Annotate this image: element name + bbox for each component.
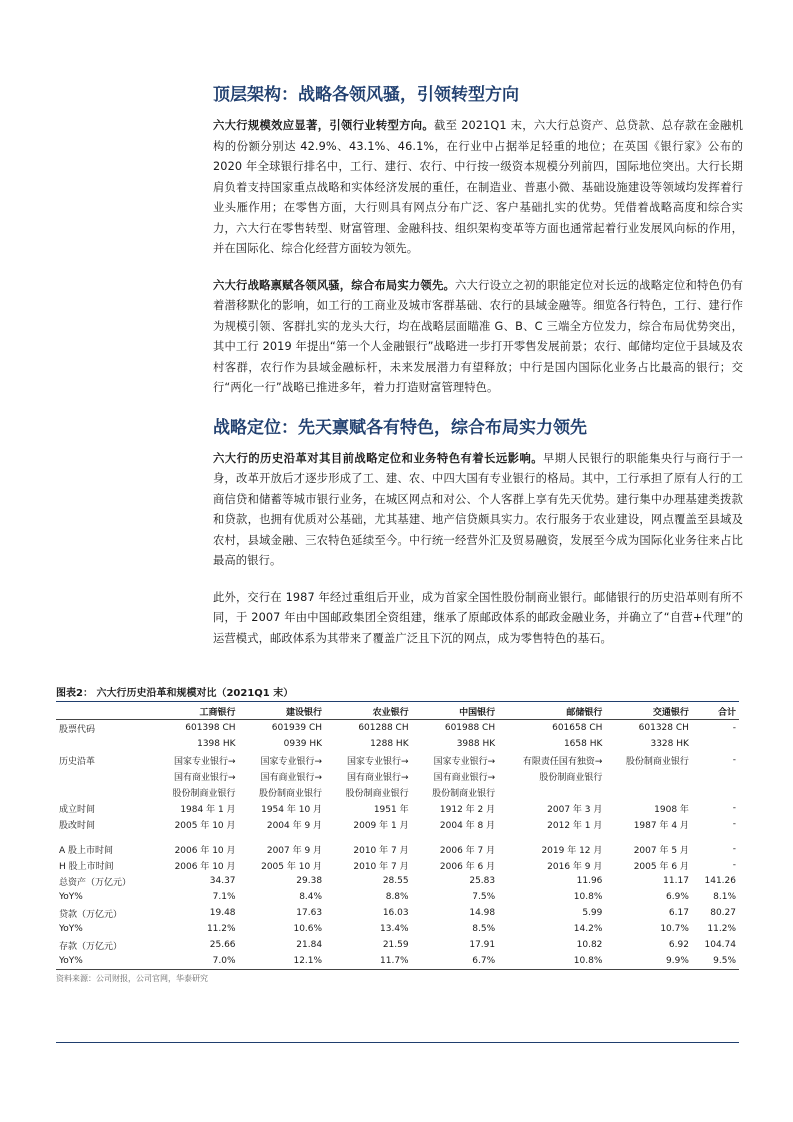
source-note: 资料来源：公司财报，公司官网，华泰研究: [56, 974, 208, 983]
table-cell: [605, 784, 692, 800]
table-cell: 1954 年 10 月: [261, 804, 323, 815]
row-label: [56, 768, 152, 784]
table-cell: 104.74: [704, 940, 736, 950]
table-cell: 601398 CH: [185, 723, 236, 733]
table-cell: 股份制商业银行: [432, 788, 496, 799]
table-cell: 股份制商业银行: [539, 772, 603, 783]
table-cell: 25.83: [469, 876, 496, 886]
table-cell: 34.37: [209, 876, 236, 886]
table-cell: 11.96: [576, 876, 603, 886]
table-cell: 2006 年 7 月: [439, 845, 496, 856]
row-label: [56, 784, 152, 800]
paragraph-body: 六大行设立之初的职能定位对长远的战略定位和特色仍有着潜移默化的影响，如工行的工商业及城市客群基础、农行的县域金融等。细览各行特色，工行、建行作为规模引领、客群扎实的龙头大行，均在战略层面瞄准 G、B、C 三端全方位发力，综合布局优势突出，其中工行 2019 年提出“第一个人金融银行”战略进一步打开零售发展前景；农行、邮储均定位于县域及农村客群，农行作为县域金融标杆，未来发展潜力有望释放；中行是国内国际化业务占比最高的银行；交行“两化一行”战略已推进多年，着力打造财富管理特色。: [213, 278, 743, 394]
table-cell: 14.98: [469, 908, 496, 918]
row-label: H 股上市时间: [59, 861, 114, 872]
table-row: [56, 921, 739, 937]
table-cell: -: [732, 844, 736, 854]
table-cell: 2006 年 10 月: [174, 845, 236, 856]
row-label: 存款（万亿元）: [59, 941, 123, 952]
section-title: 顶层架构：战略各领风骚，引领转型方向: [213, 85, 519, 105]
row-label: YoY%: [59, 892, 83, 902]
table-cell: -: [732, 860, 736, 870]
table-cell: 1912 年 2 月: [439, 804, 496, 815]
bank-comparison-table: [56, 703, 739, 970]
spacer-cell: [692, 832, 739, 841]
table-cell: 8.1%: [713, 892, 736, 902]
table-row: [56, 857, 739, 873]
table-cell: 2016 年 9 月: [547, 861, 603, 872]
header-cell: 交通银行: [605, 703, 692, 720]
header-cell: 合计: [692, 703, 739, 720]
table-header-row: [56, 703, 739, 720]
table-row: [56, 720, 739, 737]
header-cell: 工商银行: [152, 703, 239, 720]
table-cell: 8.5%: [472, 924, 496, 934]
table-cell: 11.17: [663, 876, 689, 886]
header-cell: 邮储银行: [498, 703, 605, 720]
row-label: YoY%: [59, 924, 83, 934]
table-cell: 2010 年 7 月: [353, 861, 409, 872]
table-cell: 17.63: [296, 908, 323, 918]
section-title: 战略定位：先天禀赋各有特色，综合布局实力领先: [213, 417, 587, 438]
table-cell: 股份制商业银行: [625, 756, 689, 767]
table-cell: 3988 HK: [456, 739, 496, 749]
table-cell: 国有商业银行→: [173, 772, 236, 783]
table-cell: 6.7%: [412, 953, 499, 970]
spacer-cell: [498, 832, 605, 841]
table-cell: 7.1%: [212, 892, 236, 902]
table-cell: 国家专业银行→: [347, 756, 409, 767]
table-cell: 2007 年 5 月: [633, 845, 689, 856]
table-cell: 21.84: [296, 940, 323, 950]
table-cell: 国有商业银行→: [347, 772, 409, 783]
table-cell: 29.38: [296, 876, 323, 886]
row-label: 股改时间: [59, 820, 96, 831]
table-cell: 12.1%: [239, 953, 326, 970]
table-cell: 10.7%: [660, 924, 689, 934]
header-cell: 农业银行: [325, 703, 412, 720]
table-row: [56, 841, 739, 857]
table-row: [56, 873, 739, 889]
table-cell: 601288 CH: [358, 723, 409, 733]
table-cell: 2006 年 10 月: [174, 861, 236, 872]
table-cell: [498, 784, 605, 800]
paragraph: [213, 276, 743, 399]
table-cell: 16.03: [382, 908, 409, 918]
table-cell: 2019 年 12 月: [541, 845, 603, 856]
table-row: [56, 937, 739, 953]
paragraph: [213, 116, 743, 260]
paragraph: [213, 449, 743, 572]
table-cell: 3328 HK: [650, 739, 689, 749]
table-row: [56, 905, 739, 921]
paragraph-body: 早期人民银行的职能集央行与商行于一身，改革开放后才逐步形成了工、建、农、中四大国有专业银行的格局。其中，工行承担了原有人行的工商信贷和储蓄等城市银行业务，在城区网点和对公、个人客群上享有先天优势。建行集中办理基建类拨款和贷款，也拥有优质对公基础，尤其基建、地产信贷颇具实力。农行服务于农业建设，网点覆盖至县域及农村，县域金融、三农特色延续至今。中行统一经营外汇及贸易融资，发展至今成为国际化业务往来占比最高的银行。: [213, 451, 743, 567]
table-cell: 13.4%: [380, 924, 409, 934]
table-row: [56, 752, 739, 768]
paragraph-lead: 六大行的历史沿革对其目前战略定位和业务特色有着长远影响。: [213, 451, 544, 465]
spacer-cell: [605, 832, 692, 841]
table-cell: 1951 年: [373, 804, 409, 815]
spacer-cell: [412, 832, 499, 841]
table-cell: 2006 年 6 月: [439, 861, 496, 872]
table-cell: 28.55: [382, 876, 409, 886]
table-row: [56, 736, 739, 752]
main-content: [213, 82, 743, 649]
table-row: [56, 816, 739, 832]
table-cell: 股份制商业银行: [172, 788, 236, 799]
spacer-cell: [239, 832, 326, 841]
table-cell: 股份制商业银行: [259, 788, 323, 799]
table-cell: 1984 年 1 月: [180, 804, 236, 815]
table-cell: 1288 HK: [370, 739, 409, 749]
row-label: 总资产（万亿元）: [59, 877, 132, 888]
table-cell: 2004 年 9 月: [266, 820, 323, 831]
spacer-row: [56, 832, 739, 841]
table-cell: -: [732, 819, 736, 829]
table-cell: 601328 CH: [638, 723, 689, 733]
table-cell: 有限责任国有独资→: [522, 756, 603, 767]
table-cell: 10.6%: [293, 924, 323, 934]
paragraph: [213, 588, 743, 650]
row-label: 股票代码: [59, 724, 96, 735]
table-cell: 1908 年: [654, 804, 689, 815]
spacer-cell: [152, 832, 239, 841]
table-cell: 601939 CH: [271, 723, 323, 733]
table-cell: 80.27: [710, 908, 736, 918]
table-cell: 7.0%: [152, 953, 239, 970]
table-cell: 0939 HK: [283, 739, 323, 749]
table-cell: 19.48: [209, 908, 236, 918]
table-cell: 11.7%: [325, 953, 412, 970]
row-label: [56, 736, 152, 752]
table-cell: 2004 年 8 月: [439, 820, 496, 831]
table-cell: -: [732, 803, 736, 813]
header-cell: 中国银行: [412, 703, 499, 720]
table-cell: 股份制商业银行: [345, 788, 409, 799]
table-cell: 9.5%: [692, 953, 739, 970]
table-cell: 141.26: [704, 876, 736, 886]
table-cell: 国有商业银行→: [433, 772, 496, 783]
table-cell: 7.5%: [472, 892, 496, 902]
spacer-cell: [325, 832, 412, 841]
paragraph-body: 此外，交行在 1987 年经过重组后开业，成为首家全国性股份制商业银行。邮储银行的历史沿革则有所不同，于 2007 年由中国邮政集团全资组建，继承了原邮政体系的邮政金融业务，并确立了“自营+代理”的运营模式，邮政体系为其带来了覆盖广泛且下沉的网点，成为零售特色的基石。: [213, 590, 743, 645]
table-cell: [692, 768, 739, 784]
table-cell: -: [732, 755, 736, 765]
paragraph-body: 截至 2021Q1 末，六大行总资产、总贷款、总存款在金融机构的份额分别达 42.9%、43.1%、46.1%，在行业中占据举足轻重的地位；在英国《银行家》公布的 2020 年全球银行排名中，工行、建行、农行、中行按一级资本规模分列前四，国际地位突出。大行长期肩负着支持国家重点战略和实体经济发展的重任，在制造业、普惠小微、基础设施建设等领域均发挥着行业头雁作用；在零售方面，大行则具有网点分布广泛、客户基础扎实的优势。凭借着战略高度和综合实力，六大行在零售转型、财富管理、金融科技、组织架构变革等方面也通常起着行业发展风向标的作用，并在国际化、综合化经营方面较为领先。: [213, 119, 744, 255]
table-cell: 2012 年 1 月: [547, 820, 603, 831]
paragraph-lead: 六大行战略禀赋各领风骚，综合布局实力领先。: [213, 278, 456, 292]
table-cell: 1658 HK: [563, 739, 603, 749]
table-cell: 6.92: [668, 940, 689, 950]
table-cell: 6.9%: [666, 892, 689, 902]
table-cell: 国家专业银行→: [433, 756, 496, 767]
table-cell: 601658 CH: [552, 723, 603, 733]
table-row: [56, 768, 739, 784]
table-cell: 8.4%: [299, 892, 323, 902]
table-cell: [692, 736, 739, 752]
table-cell: 国家专业银行→: [260, 756, 323, 767]
header-cell: 建设银行: [239, 703, 326, 720]
table-cell: 2009 年 1 月: [353, 820, 409, 831]
table-cell: 11.2%: [707, 924, 736, 934]
table-cell: 2005 年 10 月: [174, 820, 236, 831]
paragraph-lead: 六大行规模效应显著，引领行业转型方向。: [213, 119, 435, 132]
table-cell: 10.8%: [498, 953, 605, 970]
table-cell: 14.2%: [573, 924, 603, 934]
table-title: 图表2： 六大行历史沿革和规模对比（2021Q1 末）: [56, 684, 739, 702]
table-cell: 9.9%: [605, 953, 692, 970]
table-row: [56, 889, 739, 905]
table-row: [56, 953, 739, 970]
table-cell: 1398 HK: [197, 739, 236, 749]
table-cell: 2005 年 10 月: [261, 861, 323, 872]
table-cell: 2007 年 3 月: [547, 804, 603, 815]
row-label: 成立时间: [59, 804, 96, 815]
table-row: [56, 784, 739, 800]
table-cell: 2010 年 7 月: [353, 845, 409, 856]
table-cell: 6.17: [668, 908, 689, 918]
row-label: A 股上市时间: [59, 845, 114, 856]
table-cell: 21.59: [382, 940, 409, 950]
table-cell: 国家专业银行→: [173, 756, 236, 767]
table-cell: 5.99: [582, 908, 603, 918]
table-cell: -: [732, 723, 736, 733]
table-cell: 10.8%: [573, 892, 603, 902]
row-label: 历史沿革: [59, 756, 96, 767]
table-cell: 11.2%: [206, 924, 236, 934]
spacer-cell: [56, 832, 152, 841]
table-cell: 8.8%: [385, 892, 409, 902]
row-label: 贷款（万亿元）: [59, 909, 123, 920]
table-cell: 2007 年 9 月: [266, 845, 323, 856]
footer-divider: [56, 1042, 739, 1043]
table-cell: 17.91: [469, 940, 496, 950]
table-cell: [692, 784, 739, 800]
table-cell: 国有商业银行→: [260, 772, 323, 783]
comparison-table-figure: [56, 684, 739, 984]
header-cell: [56, 703, 152, 720]
table-cell: 25.66: [209, 940, 236, 950]
row-label: YoY%: [56, 953, 152, 970]
table-cell: [605, 768, 692, 784]
table-cell: 1987 年 4 月: [633, 820, 689, 831]
table-cell: 2005 年 6 月: [633, 861, 689, 872]
table-body: [56, 720, 739, 970]
table-cell: 10.82: [576, 940, 603, 950]
table-row: [56, 800, 739, 816]
table-cell: 601988 CH: [444, 723, 496, 733]
